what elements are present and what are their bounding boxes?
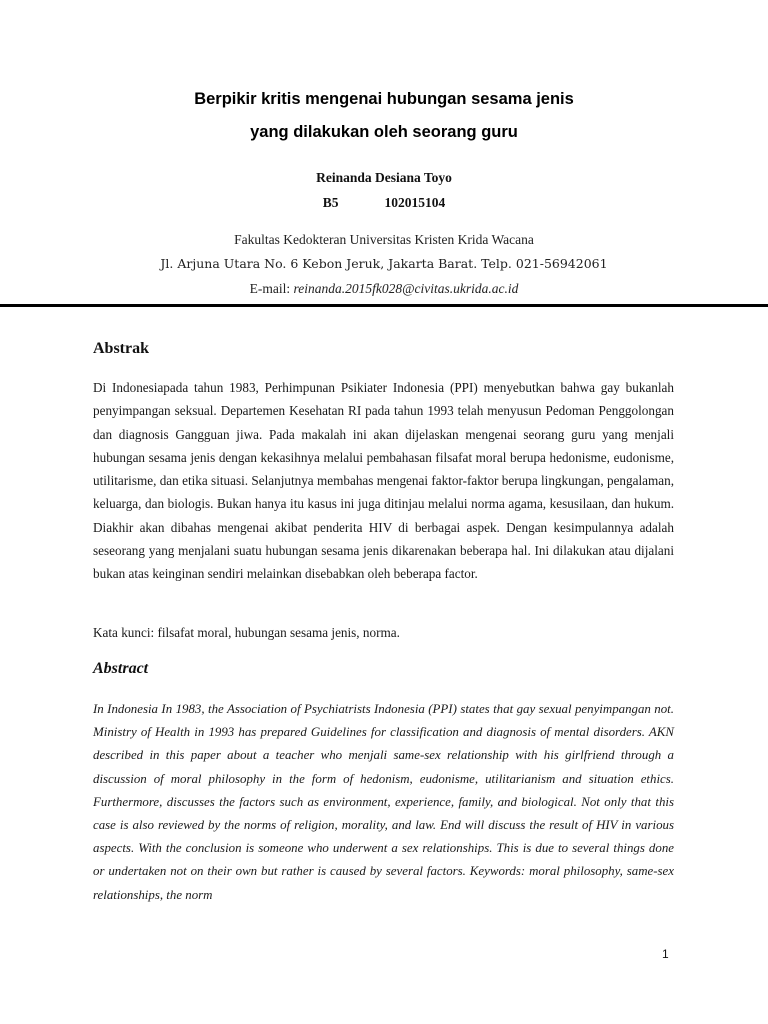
abstrak-heading: Abstrak bbox=[93, 340, 150, 357]
abstrak-paragraph: Di Indonesiapada tahun 1983, Perhimpunan Psikiater Indonesia (PPI) menyebutkan bahwa gay bukanlah penyimpangan seksual. Departemen Kesehatan RI pada tahun 1993 telah menyusun Pedoman Penggolongan dan diagnosis Gangguan jiwa. Pada makalah ini akan dijelaskan mengenai seorang guru yang menjali hubungan sesama jenis dengan kekasihnya melalui pembahasan filsafat moral berupa hedonisme, eudonisme, utilitarisme, dan etika situasi. Selanjutnya membahas mengenai faktor-faktor berupa lingkungan, pengalaman, keluarga, dan biologis. Bukan hanya itu kasus ini juga ditinjau melalui norma agama, kesusilaan, dan hukum. Diakhir akan dibahas mengenai akibat penderita HIV di berbagai aspek. Dengan kesimpulannya adalah seseorang yang menjalani suatu hubungan sesama jenis dikarenakan beberapa hal. Ini dilakukan atau dijalani bukan atas keinginan sendiri melainkan disebabkan oleh beberapa factor. bbox=[93, 380, 674, 582]
author-class: B5 bbox=[322, 195, 339, 210]
abstract-paragraph: In Indonesia In 1983, the Association of Psychiatrists Indonesia (PPI) states that gay sexual penyimpangan not. Ministry of Health in 1993 has prepared Guidelines for classification and diagnosis of mental disorders. AKN described in this paper about a teacher who menjali same-sex relationship with his girlfriend through a discussion of moral philosophy in the form of hedonism, eudonisme, utilitarianism and situation ethics. Furthermore, discusses the factors such as environment, experience, family, and biological. Not only that this case is also reviewed by the norms of religion, morality, and law. End will discuss the result of HIV in various aspects. With the conclusion is someone who underwent a sex relationships. This is due to several things done or undertaken not on their own but rather is caused by several factors. Keywords: moral philosophy, same-sex relationships, the norm bbox=[93, 702, 674, 902]
page-number: 1 bbox=[662, 947, 669, 961]
author-class-id bbox=[0, 195, 768, 211]
header-divider bbox=[0, 304, 768, 307]
affiliation: Fakultas Kedokteran Universitas Kristen Krida Wacana bbox=[234, 232, 534, 247]
author-student-id: 102015104 bbox=[384, 195, 446, 210]
paper-title-line1: Berpikir kritis mengenai hubungan sesama jenis bbox=[194, 90, 574, 108]
email-line bbox=[0, 281, 768, 297]
paper-title-line2: yang dilakukan oleh seorang guru bbox=[250, 123, 518, 141]
address: Jl. Arjuna Utara No. 6 Kebon Jeruk, Jakarta Barat. Telp. 021-56942061 bbox=[160, 256, 608, 271]
email-address: reinanda.2015fk028@civitas.ukrida.ac.id bbox=[293, 281, 519, 296]
abstract-heading: Abstract bbox=[93, 660, 149, 677]
email-label: E-mail: bbox=[249, 281, 294, 296]
author-name: Reinanda Desiana Toyo bbox=[316, 170, 452, 185]
abstrak-keywords: Kata kunci: filsafat moral, hubungan sesama jenis, norma. bbox=[93, 625, 400, 640]
